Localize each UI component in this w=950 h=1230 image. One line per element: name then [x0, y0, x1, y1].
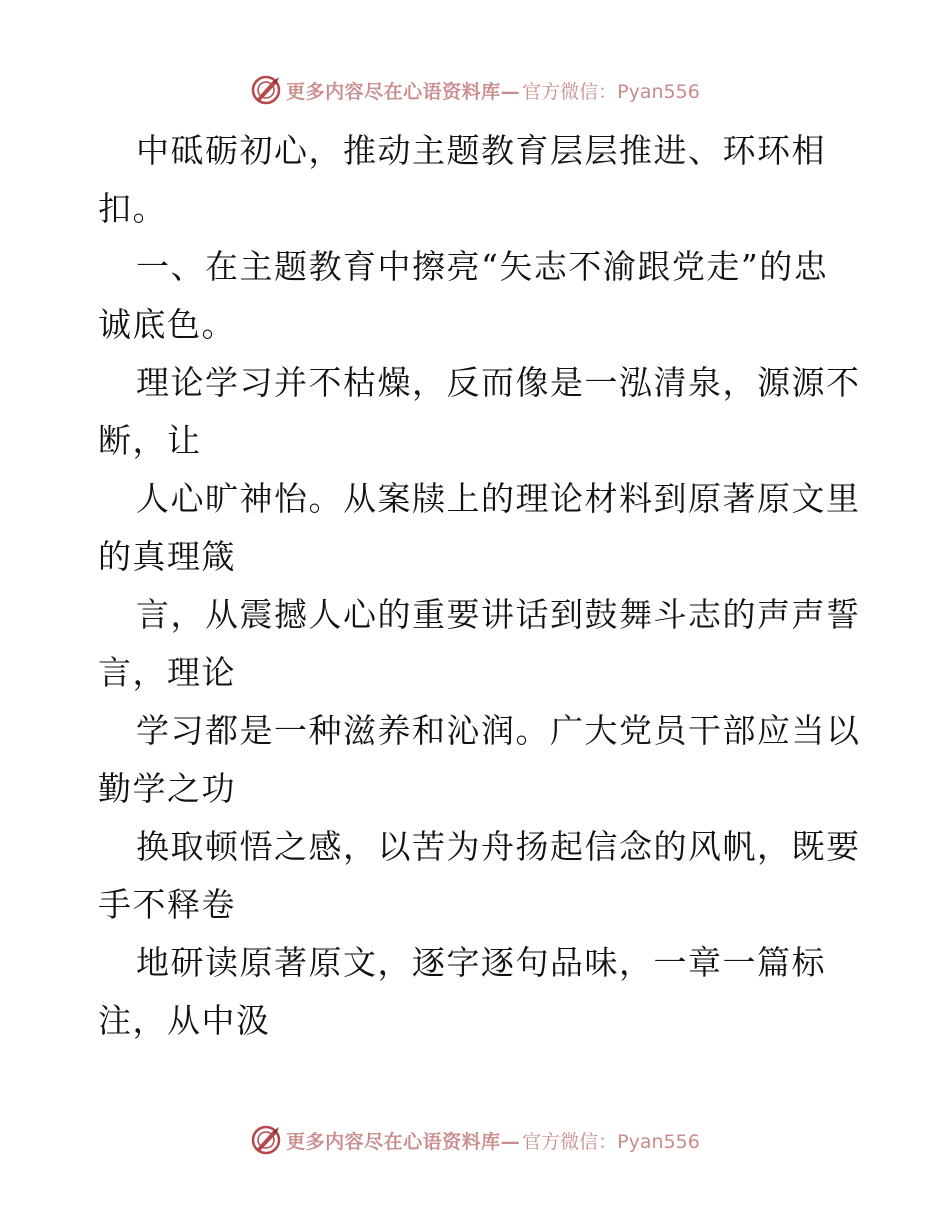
footer-wechat-label: 官方微信：Pyan556	[522, 1130, 700, 1153]
text-line: 扣。	[98, 189, 167, 228]
text-line: 理论学习并不枯燥，反而像是一泓清泉，源源不	[136, 363, 861, 402]
header-banner-text: 更多内容尽在心语资料库—	[286, 80, 521, 103]
section-heading-line: 诚底色。	[98, 305, 236, 344]
text-line: 言，从震撼人心的重要讲话到鼓舞斗志的声声誓	[136, 595, 861, 634]
header-wechat-label: 官方微信：Pyan556	[522, 80, 700, 103]
text-line: 地研读原著原文，逐字逐句品味，一章一篇标	[136, 943, 826, 982]
footer-banner-text: 更多内容尽在心语资料库—	[286, 1130, 521, 1153]
text-line: 勤学之功	[98, 769, 236, 808]
text-line: 的真理箴	[98, 537, 236, 576]
text-line: 学习都是一种滋养和沁润。广大党员干部应当以	[136, 711, 861, 750]
header-banner	[0, 70, 950, 110]
text-line: 人心旷神怡。从案牍上的理论材料到原著原文里	[136, 479, 861, 518]
text-line: 断，让	[98, 421, 202, 460]
text-line: 注，从中汲	[98, 1001, 271, 1040]
document-body	[98, 122, 861, 1050]
footer-banner	[0, 1120, 950, 1160]
quill-logo-icon	[250, 74, 282, 106]
text-line: 中砥砺初心，推动主题教育层层推进、环环相	[136, 131, 826, 170]
section-heading-line: 一、在主题教育中擦亮“矢志不渝跟党走”的忠	[136, 247, 829, 286]
quill-logo-icon	[250, 1124, 282, 1156]
text-line: 手不释卷	[98, 885, 236, 924]
text-line: 言，理论	[98, 653, 236, 692]
text-line: 换取顿悟之感，以苦为舟扬起信念的风帆，既要	[136, 827, 861, 866]
